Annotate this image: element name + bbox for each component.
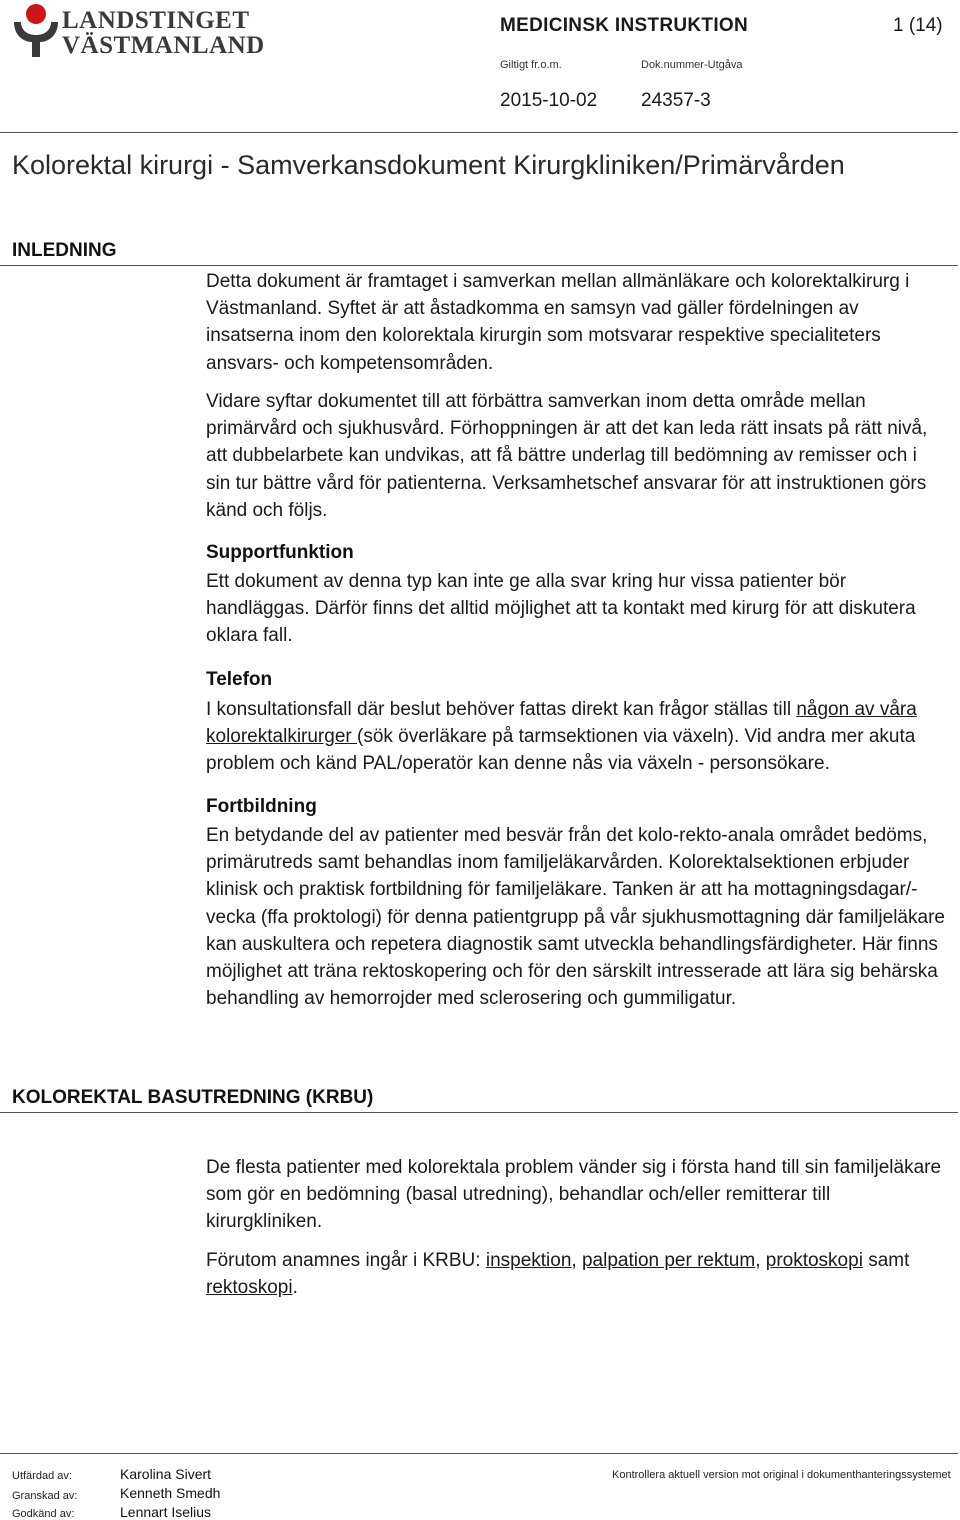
logo-text-line1: LANDSTINGET bbox=[62, 7, 250, 34]
issued-by-label: Utfärdad av: bbox=[12, 1470, 72, 1482]
krbu-paragraph-2 bbox=[206, 1247, 946, 1301]
education-heading: Fortbildning bbox=[206, 796, 317, 817]
document-type: MEDICINSK INSTRUKTION bbox=[500, 15, 749, 36]
support-paragraph: Ett dokument av denna typ kan inte ge alla svar kring hur vissa patienter bör handläggas. Därför finns det alltid möjlighet att ta kontakt med kirurg för att diskutera oklara fall. bbox=[206, 571, 916, 647]
section-divider bbox=[0, 1112, 958, 1113]
krbu-text-start: Förutom anamnes ingår i KRBU: bbox=[206, 1250, 486, 1271]
intro-paragraph-2: Vidare syftar dokumentet till att förbättra samverkan inom detta område mellan primärvård och sjukhusvård. Förhoppningen är att det kan leda rätt insats på rätt nivå, att dubbelarbete kan undvikas, att få bättre underlag till bedömning av remisser och i sin tur bättre vård för patienterna. Verksamhetschef ansvarar för att instruktionen görs känd och följs. bbox=[206, 391, 928, 521]
approved-by-name: Lennart Iselius bbox=[120, 1504, 212, 1520]
palpation-link[interactable]: palpation per rektum bbox=[581, 1250, 756, 1271]
reviewed-by-name: Kenneth Smedh bbox=[120, 1485, 221, 1501]
surgeons-link[interactable]: någon av våra kolorektalkirurger bbox=[206, 699, 917, 748]
phone-text-end: (sök överläkare på tarmsektionen via växeln). Vid andra mer akuta problem och känd PAL/operatör kan denne nås via växeln - personsökare. bbox=[206, 726, 916, 775]
page-number: 1 (14) bbox=[893, 15, 943, 36]
header-divider bbox=[0, 132, 958, 133]
valid-from-label: Giltigt fr.o.m. bbox=[500, 59, 562, 71]
document-number-label: Dok.nummer-Utgåva bbox=[641, 59, 743, 71]
separator: , bbox=[755, 1250, 766, 1271]
reviewed-by-label: Granskad av: bbox=[12, 1490, 78, 1502]
inspection-link[interactable]: inspektion bbox=[485, 1250, 572, 1271]
issued-by-name: Karolina Sivert bbox=[120, 1466, 212, 1482]
rectoscopy-link[interactable]: rektoskopi bbox=[206, 1277, 293, 1299]
phone-heading: Telefon bbox=[206, 669, 273, 690]
krbu-paragraph-1: De flesta patienter med kolorektala problem vänder sig i första hand till sin familjeläkare som gör en bedömning (basal utredning), behandlar och/eller remitterar till kirurgkliniken. bbox=[206, 1157, 942, 1233]
landstinget-vastmanland-logo-icon bbox=[10, 2, 60, 58]
section-heading-inledning: INLEDNING bbox=[12, 240, 117, 261]
valid-from-date: 2015-10-02 bbox=[500, 90, 598, 111]
support-heading: Supportfunktion bbox=[206, 542, 354, 563]
organization-logo bbox=[10, 2, 265, 60]
intro-paragraph-1: Detta dokument är framtaget i samverkan mellan allmänläkare och kolorektalkirurg i Västmanland. Syftet är att åstadkomma en samsyn vad gäller fördelningen av insatserna inom den kolorektala kirurgin som motsvarar respektive specialiteters ansvars- och kompetensområden. bbox=[206, 271, 910, 374]
document-title: Kolorektal kirurgi - Samverkansdokument Kirurgkliniken/Primärvården bbox=[12, 150, 845, 180]
phone-paragraph bbox=[206, 696, 946, 778]
section-divider bbox=[0, 265, 958, 266]
phone-text-start: I konsultationsfall där beslut behöver fattas direkt kan frågor ställas till bbox=[206, 699, 797, 720]
document-number: 24357-3 bbox=[641, 90, 711, 111]
proctoscopy-link[interactable]: proktoskopi bbox=[765, 1250, 863, 1271]
approved-by-label: Godkänd av: bbox=[12, 1508, 75, 1520]
version-control-note: Kontrollera aktuell version mot original i dokumenthanteringssystemet bbox=[612, 1469, 951, 1481]
section-heading-krbu: KOLOREKTAL BASUTREDNING (KRBU) bbox=[12, 1087, 374, 1108]
krbu-text-mid: samt bbox=[862, 1250, 910, 1271]
education-paragraph: En betydande del av patienter med besvär från det kolo-rekto-anala området bedöms, primärutreds samt behandlas inom familjeläkarvården. Kolorektalsektionen erbjuder klinisk och praktisk fortbildning för familjeläkare. Tanken är att ha mottagningsdagar/-vecka (ffa proktologi) för denna patientgrupp på vår sjukhusmottagning där familjeläkare kan auskultera och repetera diagnostik samt utveckla behandlingsfärdigheter. Här finns möjlighet att träna rektoskopering och för den särskilt intresserade att lära sig behärska behandling av hemorrojder med sclerosering och gummiligatur. bbox=[206, 825, 945, 1010]
krbu-text-end: . bbox=[292, 1277, 298, 1299]
separator: , bbox=[571, 1250, 582, 1271]
logo-text-line2: VÄSTMANLAND bbox=[62, 32, 265, 59]
footer-divider bbox=[0, 1453, 958, 1454]
